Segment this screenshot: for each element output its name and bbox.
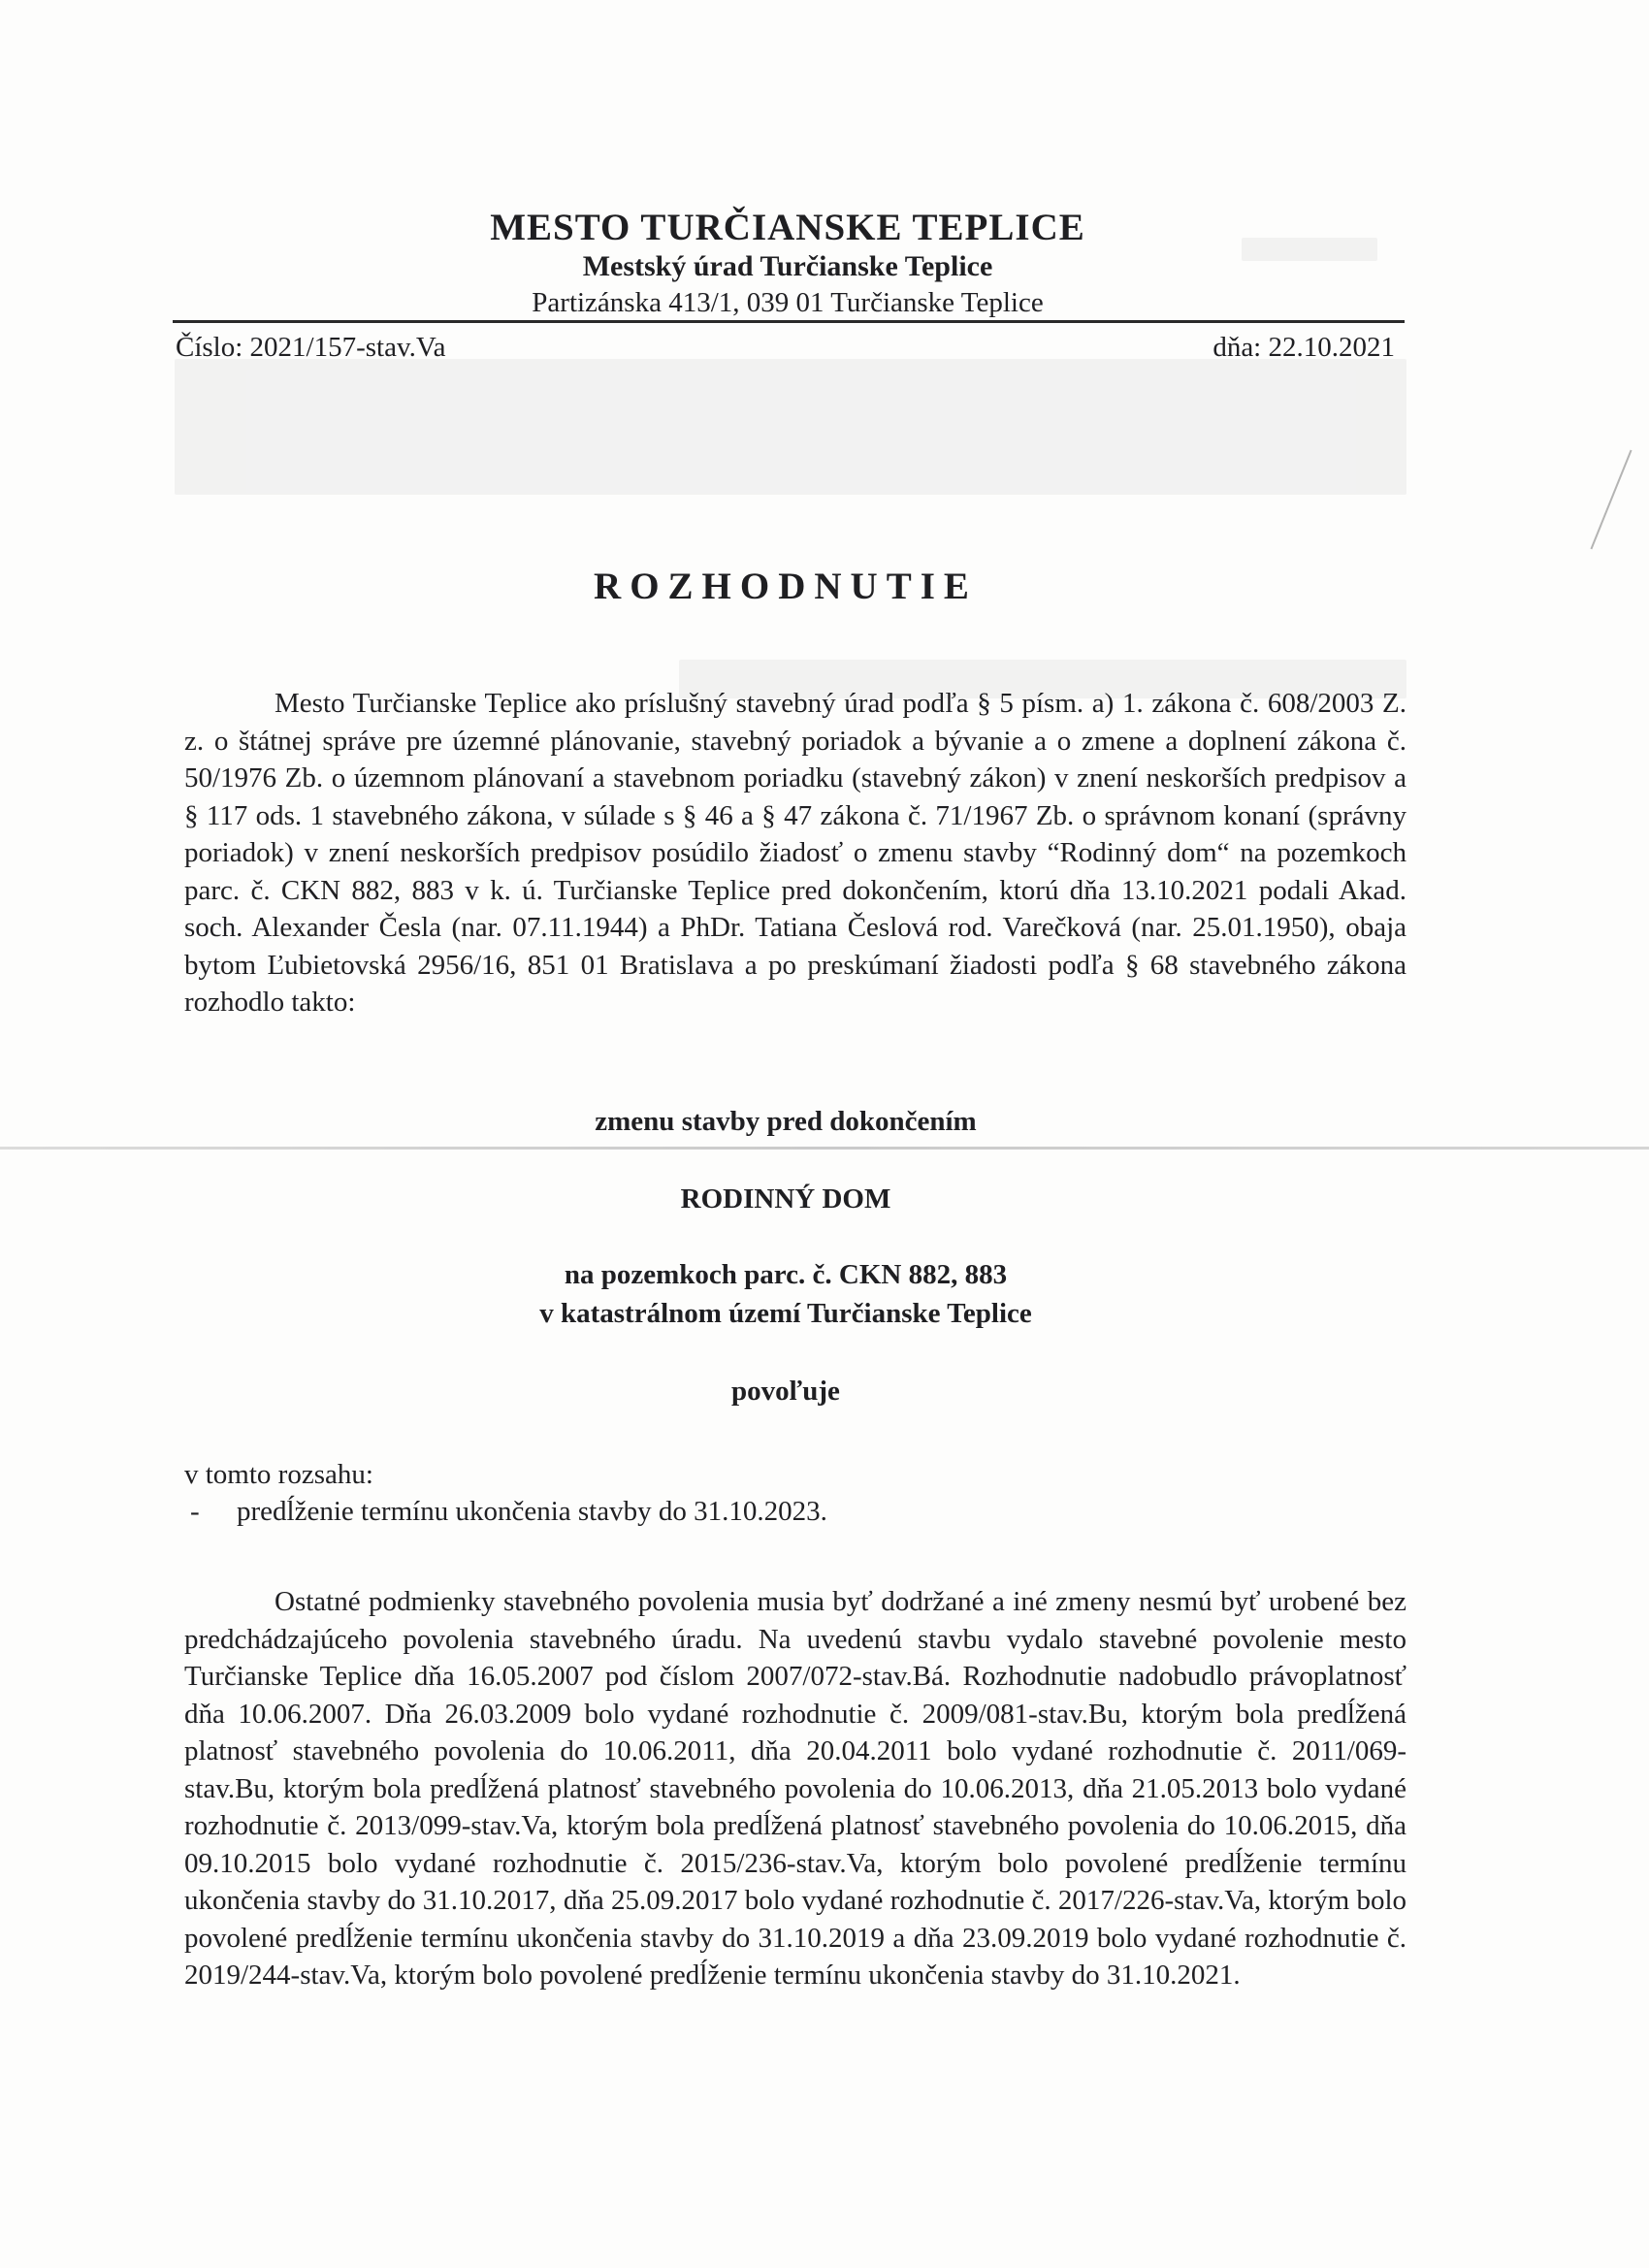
intro-paragraph: Mesto Turčianske Teplice ako príslušný stavebný úrad podľa § 5 písm. a) 1. zákona č. 608/2003 Z. z. o štátnej správe pre územné plánovanie, stavebný poriadok a bývanie a o zmene a doplnení zákona č. 50/1976 Zb. o územnom plánovaní a stavebnom poriadku (stavebný zákon) v znení neskorších predpisov a § 117 ods. 1 stavebného zákona, v súlade s § 46 a § 47 zákona č. 71/1967 Zb. o správnom konaní (správny poriadok) v znení neskorších predpisov posúdilo žiadosť o zmenu stavby “Rodinný dom“ na pozemkoch parc. č. CKN 882, 883 v k. ú. Turčianske Teplice pred dokončením, ktorú dňa 13.10.2021 podali Akad. soch. Alexander Česla (nar. 07.11.1944) a PhDr. Tatiana Česlová rod. Varečková (nar. 25.01.1950), obaja bytom Ľubietovská 2956/16, 851 01 Bratislava a po preskúmaní žiadosti podľa § 68 stavebného zákona rozhodlo takto: xyxy=(184,688,1406,1018)
decision-building: RODINNÝ DOM xyxy=(680,1183,891,1215)
scope-list-item xyxy=(190,1496,827,1528)
decision-cadastre: v katastrálnom území Turčianske Teplice xyxy=(539,1298,1032,1329)
decision-parcels: na pozemkoch parc. č. CKN 882, 883 xyxy=(564,1259,1008,1290)
scope-label: v tomto rozsahu: xyxy=(184,1459,373,1490)
document-title: ROZHODNUTIE xyxy=(594,566,978,607)
closing-paragraph: Ostatné podmienky stavebného povolenia musia byť dodržané a iné zmeny nesmú byť urobené bez predchádzajúceho povolenia stavebného úradu. Na uvedenú stavbu vydalo stavebné povolenie mesto Turčianske Teplice dňa 16.05.2007 pod číslom 2007/072-stav.Bá. Rozhodnutie nadobudlo právoplatnosť dňa 10.06.2007. Dňa 26.03.2009 bolo vydané rozhodnutie č. 2009/081-stav.Bu, ktorým bola predĺžená platnosť stavebného povolenia do 10.06.2011, dňa 20.04.2011 bolo vydané rozhodnutie č. 2011/069-stav.Bu, ktorým bola predĺžená platnosť stavebného povolenia do 10.06.2013, dňa 21.05.2013 bolo vydané rozhodnutie č. 2013/099-stav.Va, ktorým bola predĺžená platnosť stavebného povolenia do 10.06.2015, dňa 09.10.2015 bolo vydané rozhodnutie č. 2015/236-stav.Va, ktorým bolo povolené predĺženie termínu ukončenia stavby do 31.10.2017, dňa 25.09.2017 bolo vydané rozhodnutie č. 2017/226-stav.Va, ktorým bolo povolené predĺženie termínu ukončenia stavby do 31.10.2019 a dňa 23.09.2019 bolo vydané rozhodnutie č. 2019/244-stav.Va, ktorým bolo povolené predĺženie termínu ukončenia stavby do 31.10.2021. xyxy=(184,1586,1406,1991)
office-address: Partizánska 413/1, 039 01 Turčianske Teplice xyxy=(532,287,1044,318)
decision-verb: povoľuje xyxy=(731,1376,840,1407)
header-divider xyxy=(173,320,1405,323)
reference-number: Číslo: 2021/157-stav.Va xyxy=(176,332,446,363)
scope-item-text: predĺženie termínu ukončenia stavby do 31.10.2023. xyxy=(237,1496,827,1527)
city-heading: MESTO TURČIANSKE TEPLICE xyxy=(490,207,1085,248)
scan-edge-mark xyxy=(1590,450,1632,550)
reference-date: dňa: 22.10.2021 xyxy=(1212,332,1395,363)
bleed-through-block xyxy=(175,359,1406,495)
decision-subject: zmenu stavby pred dokončením xyxy=(595,1106,977,1137)
list-bullet: - xyxy=(190,1496,200,1527)
office-heading: Mestský úrad Turčianske Teplice xyxy=(582,250,993,282)
paper-fold-line xyxy=(0,1147,1649,1150)
